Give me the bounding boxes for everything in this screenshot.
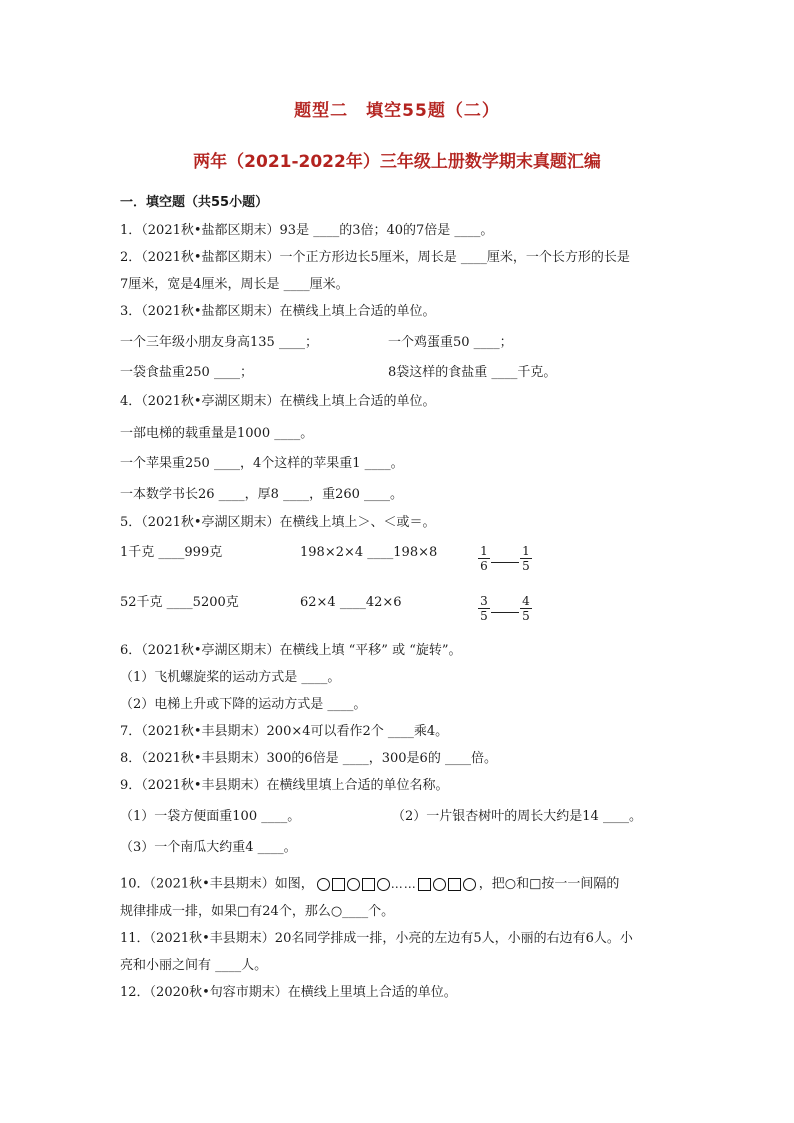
question-10-line-2: 规律排成一排，如果□有24个，那么○____个。 bbox=[120, 904, 395, 919]
question-2-line-1: 2．（2021秋•盐都区期末）一个正方形边长5厘米，周长是 ____厘米，一个长方形的长是 bbox=[120, 250, 630, 265]
question-11-line-1: 11．（2021秋•丰县期末）20名同学排成一排，小亮的左边有5人，小丽的右边有6人。小 bbox=[120, 931, 633, 946]
square-icon bbox=[418, 878, 431, 891]
section-heading: 一．填空题（共55小题） bbox=[120, 195, 269, 210]
fraction-4-5 bbox=[520, 594, 532, 623]
question-5: 5．（2021秋•亭湖区期末）在横线上填上＞、＜或＝。 bbox=[120, 515, 436, 530]
question-5-item-d: 52千克 ____5200克 bbox=[120, 595, 239, 610]
circle-icon bbox=[317, 878, 330, 891]
page-title: 题型二 填空55题（二） bbox=[294, 101, 500, 121]
fraction-numerator: 3 bbox=[480, 594, 488, 608]
question-3-item-c: 一袋食盐重250 ____； bbox=[120, 365, 253, 380]
question-9-item-1: （1）一袋方便面重100 ____。 bbox=[120, 809, 301, 824]
question-10-intro: 10．（2021秋•丰县期末）如图， bbox=[120, 876, 314, 892]
question-2-line-2: 7厘米，宽是4厘米，周长是 ____厘米。 bbox=[120, 277, 349, 292]
question-3-item-d: 8袋这样的食盐重 ____千克。 bbox=[388, 365, 557, 380]
fraction-1-6 bbox=[478, 544, 490, 573]
question-6-item-2: （2）电梯上升或下降的运动方式是 ____。 bbox=[120, 697, 367, 712]
question-3-item-b: 一个鸡蛋重50 ____； bbox=[388, 335, 513, 350]
circle-icon bbox=[347, 878, 360, 891]
question-5-item-b: 198×2×4 ____198×8 bbox=[300, 545, 438, 560]
fraction-numerator: 1 bbox=[480, 544, 488, 558]
fraction-numerator: 4 bbox=[522, 594, 530, 608]
answer-blank bbox=[491, 562, 519, 563]
question-11-line-2: 亮和小丽之间有 ____人。 bbox=[120, 958, 268, 973]
question-3: 3．（2021秋•盐都区期末）在横线上填上合适的单位。 bbox=[120, 304, 436, 319]
question-10-rest: ，把○和□按一一间隔的 bbox=[478, 876, 620, 892]
square-icon bbox=[332, 878, 345, 891]
question-6: 6．（2021秋•亭湖区期末）在横线上填 “平移” 或 “旋转”。 bbox=[120, 643, 462, 658]
question-7: 7．（2021秋•丰县期末）200×4可以看作2个 ____乘4。 bbox=[120, 724, 449, 739]
circle-icon bbox=[377, 878, 390, 891]
question-12: 12．（2020秋•句容市期末）在横线上里填上合适的单位。 bbox=[120, 985, 457, 1000]
square-icon bbox=[448, 878, 461, 891]
shape-pattern-figure bbox=[316, 875, 477, 894]
question-8: 8．（2021秋•丰县期末）300的6倍是 ____，300是6的 ____倍。 bbox=[120, 751, 497, 766]
fraction-numerator: 1 bbox=[522, 544, 530, 558]
question-9-item-3: （3）一个南瓜大约重4 ____。 bbox=[120, 840, 297, 855]
question-6-item-1: （1）飞机螺旋桨的运动方式是 ____。 bbox=[120, 670, 341, 685]
question-9-item-2: （2）一片银杏树叶的周长大约是14 ____。 bbox=[392, 809, 642, 824]
question-5-item-e: 62×4 ____42×6 bbox=[300, 595, 402, 610]
circle-icon bbox=[463, 878, 476, 891]
ellipsis: …… bbox=[390, 877, 417, 891]
fraction-3-5 bbox=[478, 594, 490, 623]
fraction-denominator: 5 bbox=[520, 558, 532, 573]
circle-icon bbox=[433, 878, 446, 891]
question-5-item-a: 1千克 ____999克 bbox=[120, 545, 223, 560]
page-subtitle: 两年（2021-2022年）三年级上册数学期末真题汇编 bbox=[193, 152, 601, 172]
fraction-1-5 bbox=[520, 544, 532, 573]
fraction-denominator: 5 bbox=[520, 608, 532, 623]
answer-blank bbox=[491, 612, 519, 613]
question-4-item-c: 一本数学书长26 ____，厚8 ____，重260 ____。 bbox=[120, 487, 404, 502]
question-3-item-a: 一个三年级小朋友身高135 ____； bbox=[120, 335, 318, 350]
question-4-item-a: 一部电梯的载重量是1000 ____。 bbox=[120, 426, 314, 441]
question-9: 9．（2021秋•丰县期末）在横线里填上合适的单位名称。 bbox=[120, 778, 449, 793]
square-icon bbox=[362, 878, 375, 891]
question-4: 4．（2021秋•亭湖区期末）在横线上填上合适的单位。 bbox=[120, 394, 436, 409]
fraction-denominator: 6 bbox=[478, 558, 490, 573]
question-10-line-1 bbox=[120, 875, 619, 894]
question-1: 1．（2021秋•盐都区期末）93是 ____的3倍；40的7倍是 ____。 bbox=[120, 223, 494, 238]
question-4-item-b: 一个苹果重250 ____，4个这样的苹果重1 ____。 bbox=[120, 456, 404, 471]
fraction-denominator: 5 bbox=[478, 608, 490, 623]
